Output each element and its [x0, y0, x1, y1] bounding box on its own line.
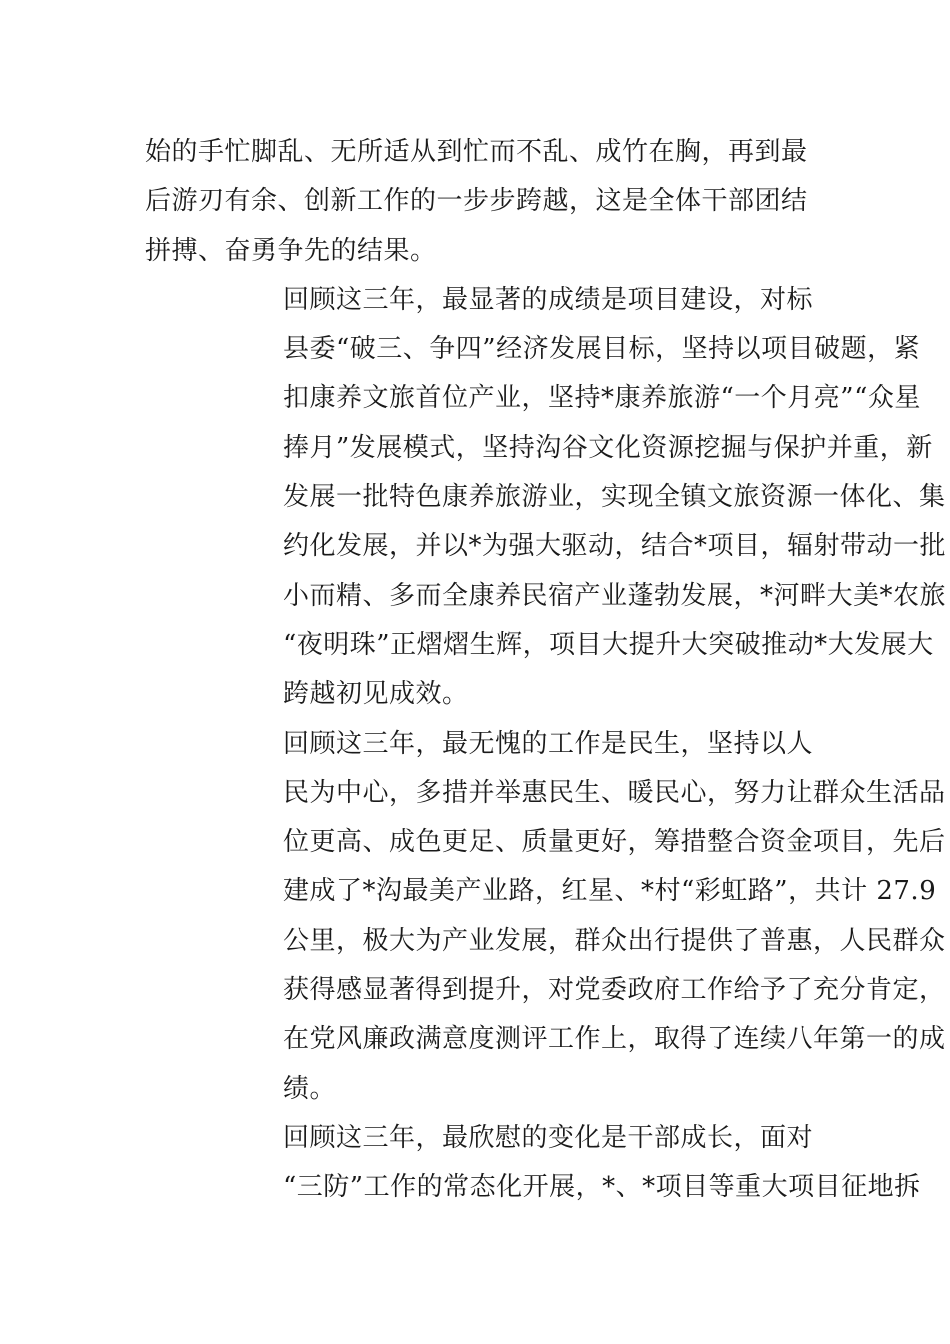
text-line: 回顾这三年，最无愧的工作是民生，坚持以人: [283, 728, 814, 759]
text-line: 扣康养文旅首位产业，坚持*康养旅游“一个月亮”“众星: [283, 383, 921, 414]
text-line: 回顾这三年，最显著的成绩是项目建设，对标: [283, 284, 814, 315]
text-line: 县委“破三、争四”经济发展目标，坚持以项目破题，紧: [283, 334, 921, 365]
document-body: [145, 128, 947, 1213]
text-line: 捧月”发展模式，坚持沟谷文化资源挖掘与保护并重，新: [283, 432, 933, 463]
text-line: “夜明珠”正熠熠生辉，项目大提升大突破推动*大发展大: [283, 629, 934, 660]
text-line: 回顾这三年，最欣慰的变化是干部成长，面对: [283, 1122, 814, 1153]
text-line: 后游刃有余、创新工作的一步步跨越，这是全体干部团结: [145, 186, 808, 217]
text-line: 始的手忙脚乱、无所适从到忙而不乱、成竹在胸，再到最: [145, 137, 808, 167]
text-line: 在党风廉政满意度测评工作上，取得了连续八年第一的成: [283, 1024, 946, 1055]
text-line: 民为中心，多措并举惠民生、暖民心，努力让群众生活品: [283, 777, 946, 808]
text-line: 绩。: [283, 1073, 337, 1104]
text-line: 约化发展，并以*为强大驱动，结合*项目，辐射带动一批: [283, 531, 947, 562]
text-line: 跨越初见成效。: [283, 679, 469, 710]
paragraph-1: [145, 128, 808, 276]
text-line: 位更高、成色更足、质量更好，筹措整合资金项目，先后: [283, 827, 946, 858]
text-line: “三防”工作的常态化开展，*、*项目等重大项目征地拆: [283, 1172, 921, 1203]
text-line: 发展一批特色康养旅游业，实现全镇文旅资源一体化、集: [283, 482, 946, 513]
paragraph-2: [145, 276, 947, 720]
text-line: 建成了*沟最美产业路，红星、*村“彩虹路”，共计 27.9: [283, 876, 937, 907]
text-line: 拼搏、奋勇争先的结果。: [145, 235, 437, 266]
paragraph-3: [145, 720, 946, 1114]
text-line: 小而精、多而全康养民宿产业蓬勃发展，*河畔大美*农旅: [283, 580, 947, 611]
text-line: 公里，极大为产业发展，群众出行提供了普惠，人民群众: [283, 925, 946, 956]
text-line: 获得感显著得到提升，对党委政府工作给予了充分肯定，: [283, 975, 946, 1006]
paragraph-4: [145, 1114, 921, 1213]
